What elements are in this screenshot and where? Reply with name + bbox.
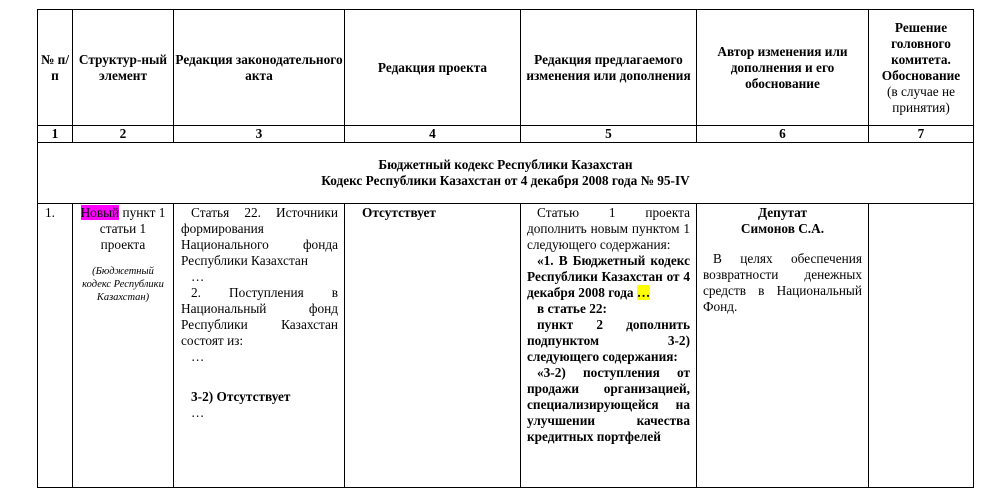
law-edition-cell [174, 204, 345, 488]
section-title-line-2: Кодекс Республики Казахстан от 4 декабря 2008 года № 95-IV [321, 173, 690, 188]
proposal-paragraph: пункт 2 дополнить подпунктом 3-2) следующего содержания: [527, 317, 690, 364]
law-ellipsis-2: … [191, 349, 205, 364]
law-subparagraph: 3-2) Отсутствует [191, 389, 291, 404]
proposal-point-1-text: «1. В Бюджетный кодекс Республики Казахстан от 4 декабря 2008 года [527, 253, 690, 300]
law-paragraph-2: 2. Поступления в Национальный фонд Республики Казахстан состоят из: [181, 285, 338, 348]
column-number: 4 [345, 126, 521, 143]
element-highlight: Новый [80, 205, 120, 220]
element-text: пункт 1 статьи 1 проекта [99, 205, 166, 252]
author-cell [697, 204, 869, 488]
element-note: (Бюджетный кодекс Республики Казахстан) [82, 266, 164, 303]
author-name: Симонов С.А. [740, 221, 825, 236]
proposed-edition-cell [521, 204, 697, 488]
proposal-ellipsis-highlight: … [636, 285, 651, 300]
header-number: № п/п [38, 10, 73, 126]
column-number: 7 [869, 126, 974, 143]
header-structural-element: Структур-ный элемент [73, 10, 174, 126]
author-title: Депутат [757, 205, 808, 220]
row-number: 1. [45, 205, 55, 220]
header-law-edition: Редакция законодательного акта [174, 10, 345, 126]
header-decision-note: (в случае не принятия) [886, 83, 956, 115]
header-author: Автор изменения или дополнения и его обоснование [697, 10, 869, 126]
amendment-table [37, 9, 974, 488]
decision-cell [869, 204, 974, 488]
column-number: 6 [697, 126, 869, 143]
author-justification: В целях обеспечения возвратности денежных средств в Национальный Фонд. [703, 251, 862, 314]
column-number: 3 [174, 126, 345, 143]
law-ellipsis-3: … [191, 405, 205, 420]
section-title-line-1: Бюджетный кодекс Республики Казахстан [378, 157, 633, 172]
column-number: 2 [73, 126, 174, 143]
law-article: Статья 22. Источники формирования Национального фонда Республики Казахстан [181, 205, 338, 268]
header-project-edition: Редакция проекта [345, 10, 521, 126]
section-title [38, 143, 974, 204]
column-number: 5 [521, 126, 697, 143]
header-proposed-edition: Редакция предлагаемого изменения или дополнения [521, 10, 697, 126]
proposal-article: в статье 22: [537, 301, 607, 316]
project-edition-text: Отсутствует [362, 205, 436, 220]
header-decision [869, 10, 974, 126]
project-edition-cell [345, 204, 521, 488]
column-number: 1 [38, 126, 73, 143]
column-number-row [38, 126, 974, 143]
proposal-subparagraph: «3-2) поступления от продажи организацией, специализирующейся на улучшении качества кредитных портфелей [527, 365, 690, 444]
structural-element-cell [73, 204, 174, 488]
header-decision-title: Решение головного комитета. Обоснование [881, 19, 961, 83]
table-row [38, 204, 974, 488]
header-row [38, 10, 974, 126]
decision-text [869, 205, 973, 487]
proposal-point-1 [527, 253, 690, 301]
proposal-intro: Статью 1 проекта дополнить новым пунктом 1 следующего содержания: [527, 205, 690, 252]
law-ellipsis-1: … [191, 269, 205, 284]
section-row [38, 143, 974, 204]
row-number-cell [38, 204, 73, 488]
